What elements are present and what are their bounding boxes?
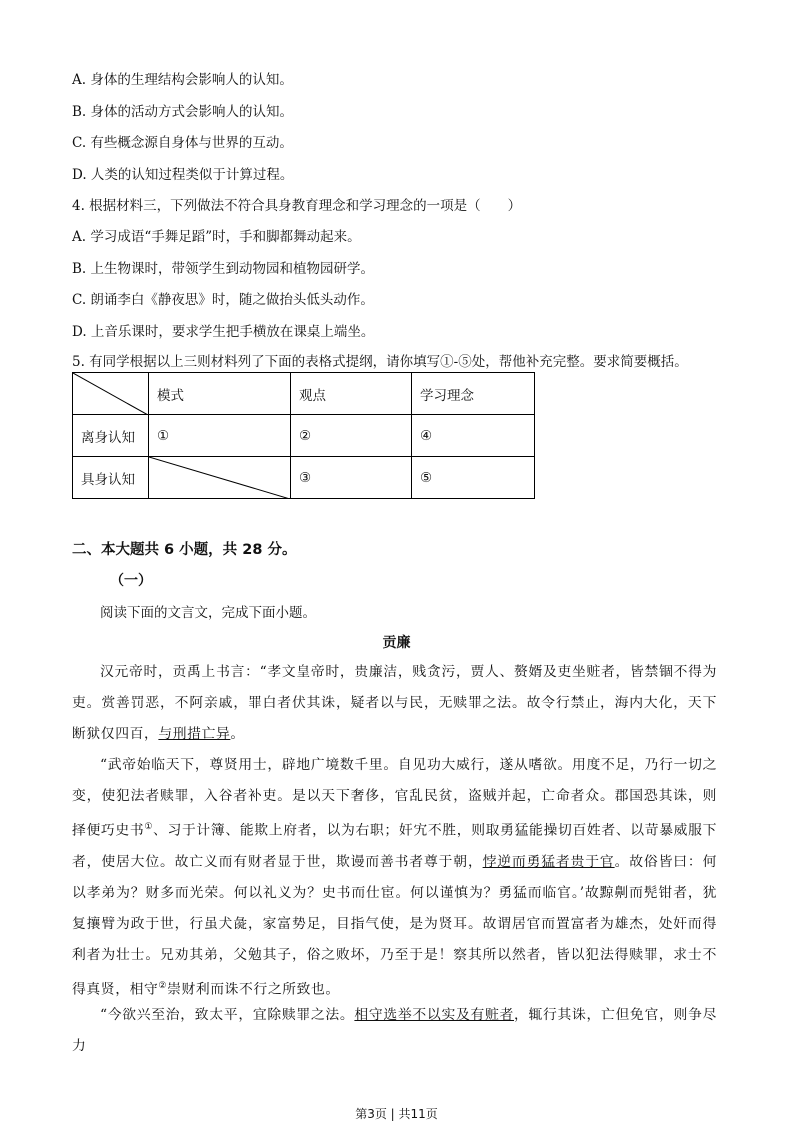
table-corner-cell	[73, 373, 149, 415]
option-4b: B. 上生物课时，带领学生到动物园和植物园研学。	[72, 261, 375, 277]
essay-text: 汉元帝时，贡禹上书言：“孝文皇帝时，贵廉洁，贱贪污，贾人、赘婿及吏坐赃者，皆禁锢不得为吏。赏善罚恶，不阿亲戚，罪白者伏其诛，疑者以与民，无赎罪之法。故令行禁止，海内大化，天下断狱仅四百，	[72, 664, 717, 742]
option-4c: C. 朗诵李白《静夜思》时，随之做抬头低头动作。	[72, 292, 374, 308]
diagonal-line	[73, 373, 148, 415]
essay-text: “今欲兴至治，致太平，宜除赎罪之法。	[100, 1007, 355, 1023]
option-3a: A. 身体的生理结构会影响人的认知。	[72, 72, 293, 88]
essay-text: 。故俗皆曰：何以孝弟为？财多而光荣。何以礼义为？史书而仕宦。何以谨慎为？勇猛而临官。’故黥劓而髡钳者，犹复攘臂为政于世，行虽犬彘，家富势足，目指气使，是为贤耳。故谓居官而置富者为雄杰，处奸而得利者为壮士。兄劝其弟，父勉其子，俗之败坏，乃至于是！察其所以然者，皆以犯法得赎罪，求士不得真贤，相守	[72, 853, 717, 998]
blank-1: ①	[149, 415, 291, 457]
option-3c: C. 有些概念源自身体与世界的互动。	[72, 135, 293, 151]
essay-title: 贡廉	[382, 635, 411, 651]
outline-table	[72, 372, 535, 499]
page-footer: 第3页 | 共11页	[355, 1107, 438, 1121]
section-title: 二、本大题共 6 小题，共 28 分。	[72, 542, 297, 558]
header-view: 观点	[291, 373, 412, 415]
option-4d: D. 上音乐课时，要求学生把手横放在课桌上端坐。	[72, 324, 375, 340]
essay-text: 。	[230, 726, 245, 742]
underlined-sentence: 悖逆而勇猛者贵于官	[482, 853, 615, 870]
underlined-sentence: 相守选举不以实及有赃者	[354, 1007, 514, 1023]
blank-4: ④	[412, 415, 535, 457]
blank-2: ②	[291, 415, 412, 457]
question-4-stem: 4. 根据材料三，下列做法不符合具身教育理念和学习理念的一项是（ ）	[72, 198, 522, 214]
blank-5: ⑤	[412, 457, 535, 499]
essay-paragraph-1	[72, 657, 717, 750]
diagonal-cell	[149, 457, 291, 499]
row-label-embodied: 具身认知	[73, 457, 149, 499]
option-4a: A. 学习成语“手舞足蹈”时，手和脚都舞动起来。	[72, 229, 361, 245]
essay-paragraph-3	[72, 1000, 717, 1062]
question-5-stem: 5. 有同学根据以上三则材料列了下面的表格式提纲，请你填写①-⑤处，帮他补充完整。要求简要概括。	[72, 354, 688, 370]
essay-paragraph-2	[72, 750, 717, 1005]
footnote-mark: ①	[144, 822, 154, 832]
essay-text: 、习于计簿、能欺上府者，以为右职；奸宄不胜，则取勇猛能操切百姓者、以苛暴威服下者，使居大位。故亡义而有财者显于世，欺谩而善书者尊于朝，	[72, 822, 717, 870]
reading-instruction: 阅读下面的文言文，完成下面小题。	[100, 605, 316, 621]
section-subtitle: （一）	[110, 573, 152, 589]
blank-3: ③	[291, 457, 412, 499]
option-3b: B. 身体的活动方式会影响人的认知。	[72, 104, 294, 120]
header-learning-concept: 学习理念	[412, 373, 535, 415]
essay-text: ，辄行其诛，亡但免官，则争尽力	[72, 1007, 717, 1054]
essay-text: 崇财利而诛不行之所致也。	[167, 981, 340, 998]
footnote-mark: ②	[158, 980, 168, 991]
essay-text: “武帝始临天下，尊贤用士，辟地广境数千里。自见功大威行，遂从嗜欲。用度不足，乃行一切之变，使犯法者赎罪，入谷者补吏。是以天下奢侈，官乱民贫，盗贼并起，亡命者众。郡国恐其诛，则择便巧史书	[72, 757, 717, 839]
option-3d: D. 人类的认知过程类似于计算过程。	[72, 167, 294, 183]
underlined-sentence: 与刑措亡异	[158, 726, 231, 742]
row-label-disembodied: 离身认知	[73, 415, 149, 457]
diagonal-line	[149, 457, 290, 499]
header-mode: 模式	[149, 373, 291, 415]
